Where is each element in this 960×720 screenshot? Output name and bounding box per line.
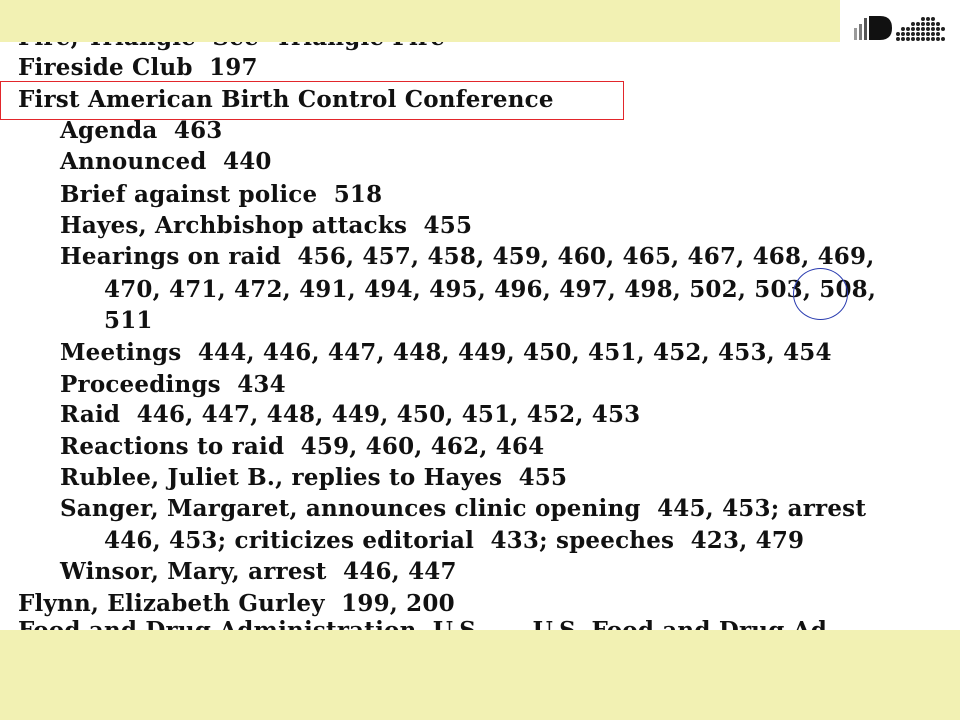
index-subentry-hayes: Hayes, Archbishop attacks 455	[60, 212, 473, 239]
index-subentry-hearings: Hearings on raid 456, 457, 458, 459, 460, 465, 467, 468, 469,	[60, 243, 875, 270]
index-subentry-winsor: Winsor, Mary, arrest 446, 447	[60, 558, 457, 585]
index-subentry-announced: Announced 440	[60, 148, 272, 175]
index-subentry-brief: Brief against police 518	[60, 181, 383, 208]
index-subentry-rublee: Rublee, Juliet B., replies to Hayes 455	[60, 464, 568, 491]
index-subentry-agenda: Agenda 463	[60, 117, 223, 144]
index-subentry-reactions: Reactions to raid 459, 460, 462, 464	[60, 433, 545, 460]
index-subentry-sanger-cont: 446, 453; criticizes editorial 433; speeches 423, 479	[104, 527, 805, 554]
index-entry-flynn: Flynn, Elizabeth Gurley 199, 200	[18, 590, 455, 617]
index-subentry-raid: Raid 446, 447, 448, 449, 450, 451, 452, 453	[60, 401, 641, 428]
top-banner	[0, 0, 840, 42]
index-subentry-proceedings: Proceedings 434	[60, 371, 286, 398]
bottom-banner	[0, 630, 960, 720]
dots-logo-icon	[852, 12, 948, 44]
index-entry-fireside: Fireside Club 197	[18, 54, 258, 81]
index-heading-conference: First American Birth Control Conference	[18, 86, 554, 113]
index-subentry-hearings-cont: 470, 471, 472, 491, 494, 495, 496, 497, 498, 502, 503, 508,	[104, 276, 877, 303]
index-subentry-sanger: Sanger, Margaret, announces clinic opening 445, 453; arrest	[60, 495, 867, 522]
index-subentry-meetings: Meetings 444, 446, 447, 448, 449, 450, 451, 452, 453, 454	[60, 339, 832, 366]
index-subentry-hearings-cont2: 511	[104, 307, 153, 334]
red-highlight-box	[0, 81, 624, 120]
blue-circle-annotation	[793, 268, 848, 320]
